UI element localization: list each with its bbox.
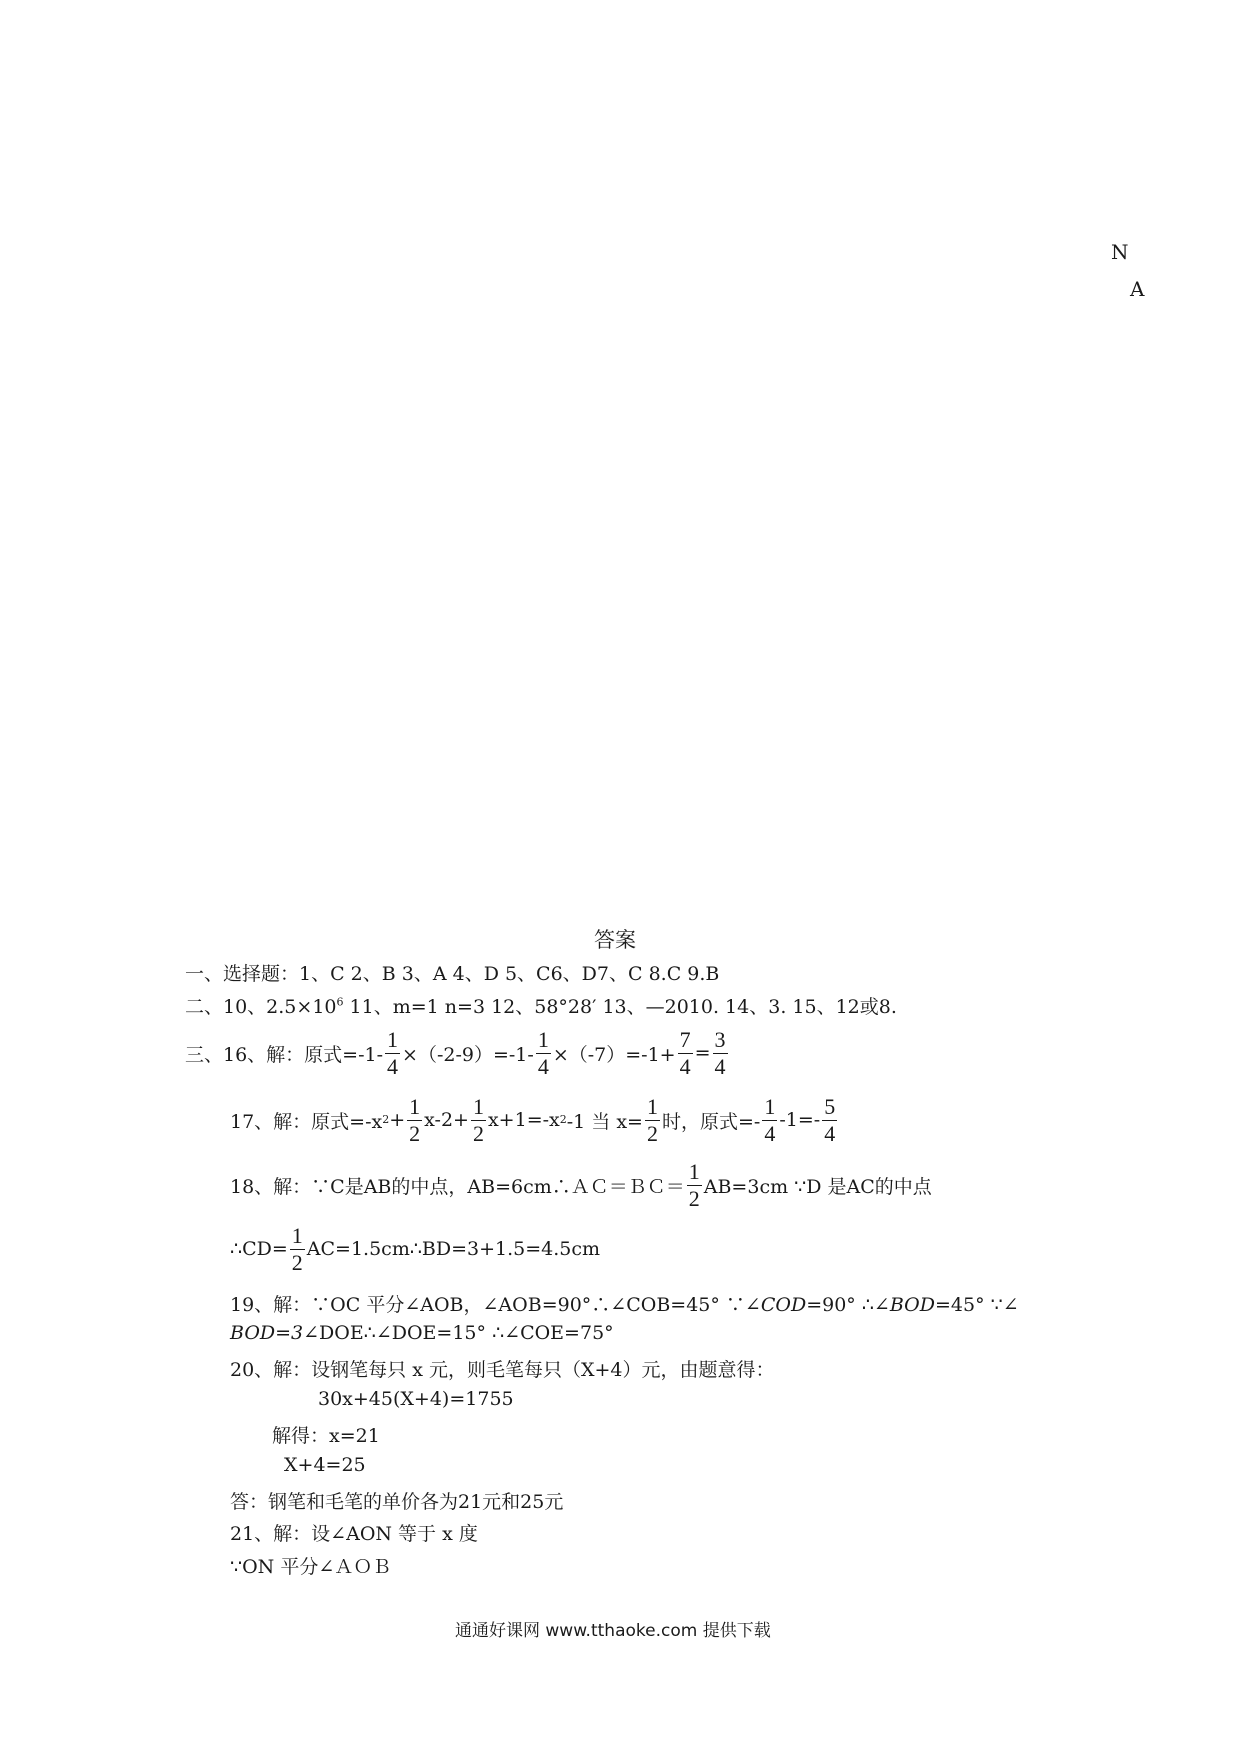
q16-fraction-2	[536, 1028, 551, 1077]
q17-text-1: 17、解：原式=-x	[230, 1110, 383, 1133]
answer-q20-conclusion: 答：钢笔和毛笔的单价各为21元和25元	[230, 1491, 564, 1513]
answer-q20-solve: 解得：x=21	[272, 1425, 380, 1447]
figure-label-a: A	[1130, 277, 1145, 301]
fraction-numerator: 3	[714, 1027, 726, 1053]
q17-fraction-2	[471, 1095, 486, 1144]
answer-fill-line	[185, 992, 897, 1019]
q16-fraction-3	[678, 1028, 693, 1077]
q16-text-1: 三、16、解：原式=-1-	[185, 1043, 384, 1066]
q17-text-6: 时，原式=-	[661, 1110, 761, 1133]
exponent: 6	[336, 995, 344, 1009]
q19-text-b: COD	[760, 1294, 807, 1316]
answer-q20-equation: 30x+45(X+4)=1755	[318, 1388, 514, 1410]
q19-text-g: ∠DOE∴∠DOE=15° ∴∠COE=75°	[303, 1322, 614, 1344]
fraction-denominator: 4	[824, 1120, 836, 1146]
q17-fraction-4	[762, 1095, 777, 1144]
page-footer: 通通好课网 www.tthaoke.com 提供下载	[455, 1621, 771, 1641]
figure-label-n: N	[1111, 240, 1129, 264]
answer-q19-line1	[230, 1290, 1019, 1317]
q18b-text-1: ∴CD=	[230, 1238, 288, 1260]
fraction-denominator: 4	[679, 1053, 691, 1079]
answer-q21-line2: ∵ON 平分∠ＡＯＢ	[230, 1556, 392, 1578]
q16-fraction-1	[385, 1028, 400, 1077]
fraction-denominator: 2	[688, 1185, 700, 1211]
q16-fraction-4	[713, 1028, 728, 1077]
q17-fraction-3	[645, 1095, 660, 1144]
fraction-numerator: 1	[537, 1027, 549, 1053]
answer-q20-result: X+4=25	[284, 1454, 366, 1476]
fraction-denominator: 4	[387, 1053, 399, 1079]
q17-fraction-1	[407, 1095, 422, 1144]
q18b-text-2: AC=1.5cm∴BD=3+1.5=4.5cm	[306, 1238, 601, 1260]
fraction-numerator: 1	[472, 1094, 484, 1120]
fraction-denominator: 2	[646, 1120, 658, 1146]
q17-text-4: x+1=-x	[487, 1109, 560, 1131]
q17-text-3: x-2+	[424, 1109, 469, 1131]
answer-q18-continued	[230, 1220, 600, 1278]
fraction-numerator: 1	[387, 1027, 399, 1053]
fraction-denominator: 2	[472, 1120, 484, 1146]
q18b-fraction-1	[290, 1224, 305, 1273]
answer-q20-line1: 20、解：设钢笔每只 x 元，则毛笔每只（X+4）元，由题意得：	[230, 1359, 775, 1381]
fraction-denominator: 2	[291, 1249, 303, 1275]
fraction-numerator: 1	[646, 1094, 658, 1120]
fraction-denominator: 4	[764, 1120, 776, 1146]
q19-text-e: =45° ∵∠	[934, 1294, 1019, 1316]
answer-q18	[230, 1156, 932, 1214]
fill-part-b: 11、m=1 n=3 12、58°28′ 13、—2010. 14、3. 15、12或8.	[343, 996, 897, 1018]
q18-fraction-1	[687, 1160, 702, 1209]
q16-text-2: ×（-2-9）=-1-	[402, 1043, 534, 1066]
q18-text-2: AB=3cm ∵D 是AC的中点	[703, 1175, 932, 1198]
fraction-denominator: 4	[714, 1053, 726, 1079]
q19-text-c: =90° ∴∠	[806, 1294, 890, 1316]
fraction-denominator: 2	[409, 1120, 421, 1146]
q17-text-2: +	[389, 1109, 406, 1131]
q18-text-1: 18、解：∵C是AB的中点，AB=6cm∴ＡＣ＝ＢＣ＝	[230, 1175, 685, 1198]
fraction-numerator: 5	[824, 1094, 836, 1120]
q19-text-a: 19、解：∵OC 平分∠AOB，∠AOB=90°∴∠COB=45° ∵∠	[230, 1294, 761, 1316]
answer-choice-line: 一、选择题：1、C 2、B 3、A 4、D 5、C6、D7、C 8.C 9.B	[185, 963, 720, 985]
fill-part-a: 二、10、2.5×10	[185, 996, 337, 1018]
q17-text-7: -1=-	[779, 1109, 821, 1131]
answer-q21-line1: 21、解：设∠AON 等于 x 度	[230, 1523, 478, 1545]
q17-fraction-5	[822, 1095, 837, 1144]
q19-text-f: BOD=3	[230, 1322, 304, 1344]
answer-q17: 17、解：原式=-x 2 + $\frac{1}{2}$ x-2+ $\frac{1}{2}$ x+1=-x 2 -1 当 x= $\frac{1}{2}$ 时，原式=- $\frac{1}{4}$ -1=- $\frac{5}{4}$	[230, 1094, 836, 1146]
fraction-numerator: 1	[409, 1094, 421, 1120]
fraction-numerator: 1	[688, 1159, 700, 1185]
answer-q16	[185, 1024, 730, 1082]
q19-text-d: BOD	[889, 1294, 935, 1316]
answer-q19-line2	[230, 1322, 614, 1344]
q16-text-3: ×（-7）=-1+	[552, 1043, 676, 1066]
q17-text-5: -1 当 x=	[566, 1110, 643, 1133]
fraction-numerator: 7	[679, 1027, 691, 1053]
q16-text-4: =	[694, 1042, 711, 1064]
answers-title: 答案	[594, 928, 636, 952]
fraction-numerator: 1	[764, 1094, 776, 1120]
fraction-denominator: 4	[537, 1053, 549, 1079]
fraction-numerator: 1	[291, 1223, 303, 1249]
